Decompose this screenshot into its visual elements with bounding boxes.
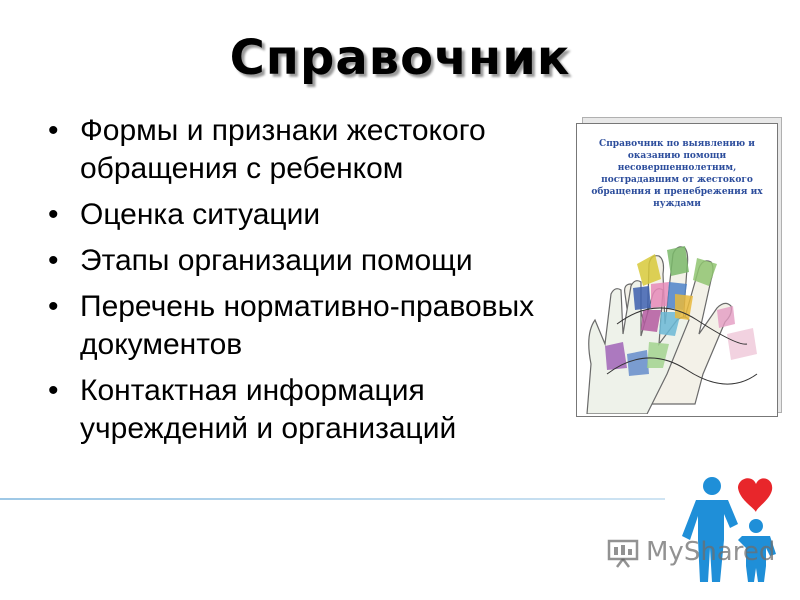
bullet-item: • Формы и признаки жестокого обращения с ребенком: [48, 112, 578, 188]
divider-line: [0, 498, 665, 500]
bullet-item: • Оценка ситуации: [48, 196, 578, 234]
slide-title: Справочник: [229, 30, 571, 86]
bullet-item: • Контактная информация учреждений и организаций: [48, 372, 578, 448]
bullet-item: • Этапы организации помощи: [48, 242, 578, 280]
book-cover-title: Справочник по выявлению и оказанию помощи несовершеннолетним, пострадавшим от жестокого обращения и пренебрежения их нуждами: [591, 139, 763, 209]
presentation-board-icon: [606, 535, 640, 569]
bullet-item: • Перечень нормативно-правовых документов: [48, 288, 578, 364]
bullet-list: [48, 112, 578, 456]
watermark-text: MyShared: [646, 537, 776, 567]
hands-drawing-icon: [577, 224, 777, 414]
watermark: [606, 532, 775, 572]
book-cover-image: [576, 117, 780, 417]
book-front-page: [576, 123, 778, 417]
